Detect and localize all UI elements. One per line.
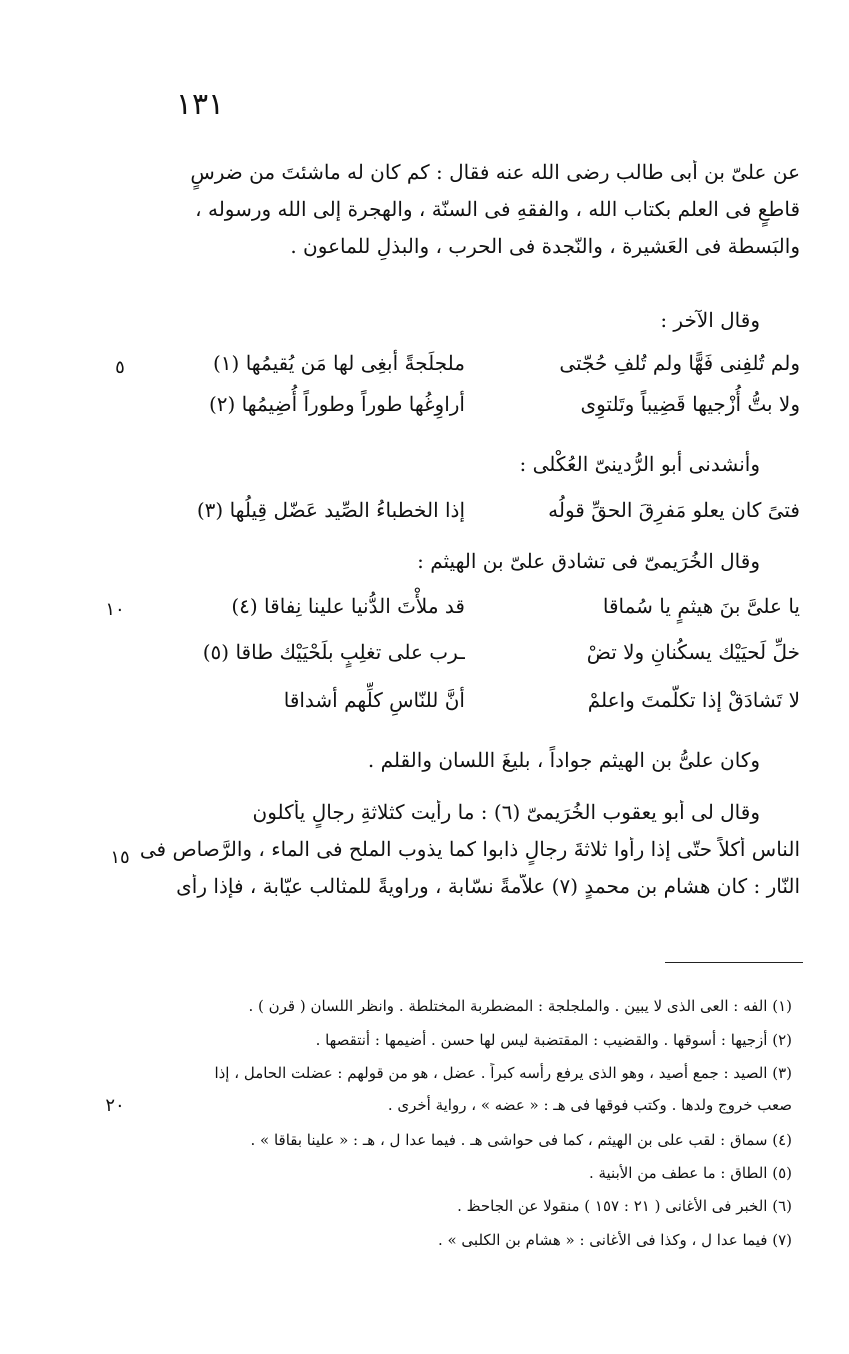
footnote-separator	[665, 962, 803, 963]
verse-first-hemistich: لا تَشادَقْ إذا تكلّمتَ واعلمْ	[587, 688, 800, 712]
verse-first-hemistich: يا علىَّ بنَ هيثمٍ يا سُماقا	[602, 594, 800, 618]
verse-second-hemistich: ـرب على تغلِبٍ بلَحْيَيْك طاقا (٥)	[202, 640, 465, 664]
verse-line	[130, 384, 800, 424]
verse-first-hemistich: فتىً كان يعلو مَفرِقَ الحقِّ قولُه	[548, 498, 800, 522]
verse-line	[130, 343, 800, 383]
footnote: (٢) أزجيها : أسوقها . والقضيب : المقتضبة ليس لها حسن . أضيمها : أنتقصها .	[315, 1031, 792, 1049]
verse-intro-khuraymi: وقال الخُرَيمىّ فى تشادق علىّ بن الهيثم :	[417, 549, 760, 573]
footnote: (٦) الخبر فى الأغانى ( ٢١ : ١٥٧ ) منقولا عن الجاحظ .	[457, 1197, 792, 1215]
verse-first-hemistich: ولا بتُّ أُزْجيها قَضِيباً وتَلتوِى	[580, 392, 800, 416]
verse-line	[130, 632, 800, 672]
footnote: (٧) فيما عدا ل ، وكذا فى الأغانى : « هشام بن الكلبى » .	[437, 1231, 792, 1249]
verse-second-hemistich: إذا الخطباءُ الصِّيد عَضّل قِيلُها (٣)	[196, 498, 465, 522]
footnote: صعب خروج ولدها . وكتب فوقها فى هـ : « عضه » ، رواية أخرى .	[387, 1096, 792, 1114]
verse-second-hemistich: أراوِغُها طوراً وطوراً أُضِيمُها (٢)	[208, 392, 465, 416]
verse-second-hemistich: قد ملأْتَ الدُّنيا علينا نِفاقا (٤)	[231, 594, 465, 618]
text-line: والبَسطة فى العَشيرة ، والنّجدة فى الحرب ، والبذلِ للماعون .	[290, 234, 800, 258]
text-line: الناس أكلاً حتّى إذا رأوا ثلاثةَ رجالٍ ذابوا كما يذوب الملح فى الماء ، والرَّصاص فى	[139, 837, 800, 861]
verse-first-hemistich: خلِّ لَحيَيْك يسكُنانِ ولا تضْ	[586, 640, 800, 664]
line-number-20: ٢٠	[105, 1095, 125, 1116]
footnote: (٣) الصيد : جمع أصيد ، وهو الذى يرفع رأسه كبراً . عضل ، هو من قولهم : عضلت الحامل ، إذا	[214, 1064, 792, 1082]
paragraph-ali-ibn-abi-talib	[130, 160, 800, 271]
paragraph-abu-yaqub	[130, 800, 800, 911]
verse-intro-rudayni: وأنشدنى أبو الرُّدينىّ العُكْلى :	[519, 452, 760, 476]
text-line: عن علىّ بن أبى طالب رضى الله عنه فقال : كم كان له ماشئتَ من ضرسٍ	[190, 160, 800, 184]
sentence-ali-ibn-haytham: وكان علىُّ بن الهيثم جواداً ، بليغَ اللسان والقلم .	[367, 748, 760, 772]
verse-second-hemistich: أنَّ للنّاسِ كلِّهم أشداقا	[283, 688, 465, 712]
verse-line	[130, 490, 800, 530]
verse-second-hemistich: ملجلَجةً أبغِى لها مَن يُقيمُها (١)	[212, 351, 465, 375]
text-line: وقال لى أبو يعقوب الخُرَيمىّ (٦) : ما رأيت كثلاثةِ رجالٍ يأكلون	[252, 800, 760, 824]
text-line: قاطعٍ فى العلم بكتاب الله ، والفقهِ فى السنّة ، والهجرة إلى الله ورسوله ،	[195, 197, 800, 221]
verse-line	[130, 680, 800, 720]
verse-intro-akhar: وقال الآخر :	[660, 308, 760, 332]
footnote: (٥) الطاق : ما عطف من الأبنية .	[588, 1164, 792, 1182]
verse-line	[130, 586, 800, 626]
page-number: ١٣١	[175, 87, 225, 122]
verse-first-hemistich: ولم تُلفِنى فَهًّا ولم تُلفِ حُجّتى	[559, 351, 800, 375]
line-number-5: ٥	[115, 357, 125, 378]
line-number-15: ١٥	[110, 847, 130, 868]
line-number-10: ١٠	[105, 599, 125, 620]
footnote: (٤) سماق : لقب على بن الهيثم ، كما فى حواشى هـ . فيما عدا ل ، هـ : « علينا بقاقا » .	[250, 1131, 792, 1149]
text-line: النّار : كان هشام بن محمدٍ (٧) علاّمةً نسّابة ، وراويةً للمثالب عيّابة ، فإذا رأى	[176, 874, 800, 898]
footnote: (١) الفه : العى الذى لا يبين . والملجلجة : المضطربة المختلطة . وانظر اللسان ( قرن ) .	[248, 997, 792, 1015]
